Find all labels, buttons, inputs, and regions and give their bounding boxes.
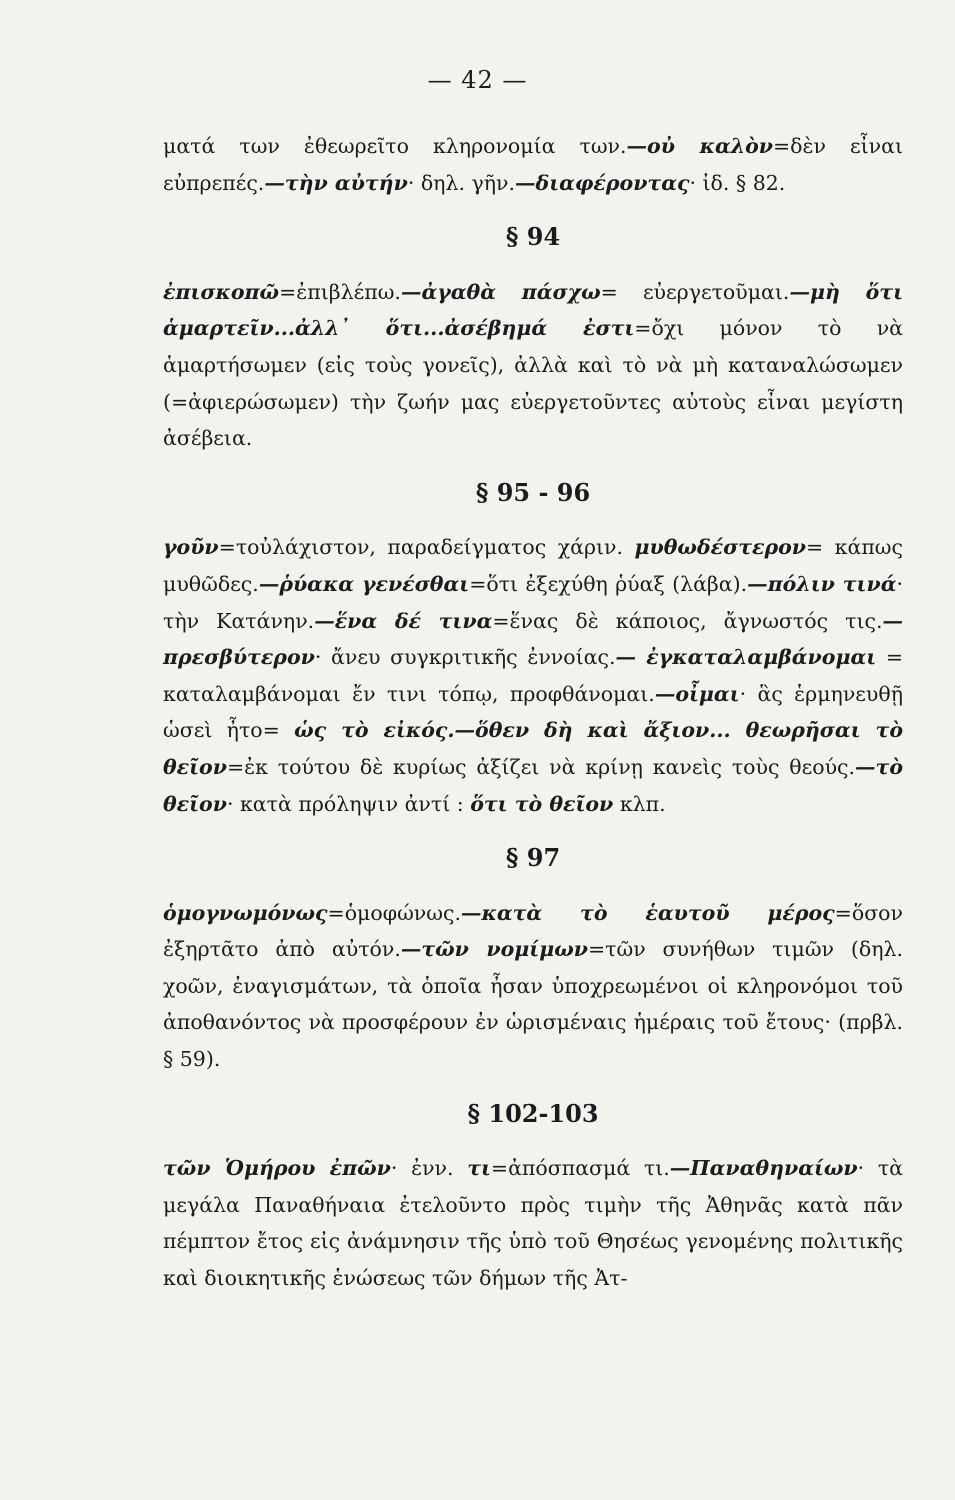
text-segment: · κατὰ πρόληψιν ἀντί : [226, 791, 471, 816]
glossary-term: —οἶμαι [654, 681, 740, 706]
glossary-term: —τῶν νομίμων [400, 937, 588, 962]
glossary-term: —ῥύακα γενέσθαι [258, 571, 470, 596]
text-segment: =δὲν εἶναι εὐπρεπές. [163, 134, 903, 195]
text-segment: = εὐεργετοῦμαι. [600, 279, 790, 304]
glossary-term: τῶν Ὁμήρου ἐπῶν [163, 1156, 391, 1181]
paragraph-102-103 [163, 1150, 903, 1296]
glossary-term: — ἐγκαταλαμβάνομαι [615, 645, 877, 670]
page-content [163, 128, 903, 1297]
glossary-term: —ὅθεν δὴ καὶ ἄξιον... θεωρῆσαι τὸ θεῖον [163, 718, 903, 779]
glossary-term: —πρεσβύτερον [163, 608, 904, 670]
text-segment: =ἀπόσπασμά τι. [490, 1156, 670, 1181]
glossary-term: —πόλιν τινά [747, 571, 897, 596]
text-segment: =ὄχι μόνον τὸ νὰ ἁμαρτήσωμεν (εἰς τοὺς γονεῖς), ἀλλὰ καὶ τὸ νὰ μὴ καταναλώσωμεν (=ἀφιερώσωμεν) τὴν ζωήν μας εὐεργετοῦντες αὐτοὺς εἶναι μεγίστη ἀσέβεια. [163, 316, 903, 451]
text-segment: =ἐπιβλέπω. [279, 279, 401, 304]
glossary-term: ὁμογνωμόνως [163, 900, 328, 925]
text-segment: · ἰδ. § 82. [689, 170, 786, 195]
glossary-term: —μὴ ὅτι ἁμαρτεῖν...ἀλλ᾽ ὅτι...ἀσέβημά ἐστι [163, 279, 903, 341]
text-segment: =ὅσον ἐξηρτᾶτο ἀπὸ αὐτόν. [163, 900, 903, 962]
page-number: — 42 — [427, 66, 528, 94]
text-segment: · ἄνευ συγκριτικῆς ἐννοίας. [314, 645, 616, 670]
glossary-term: —Παναθηναίων [669, 1156, 858, 1181]
section-heading-102-103: § 102-103 [467, 1098, 599, 1128]
section-heading-94: § 94 [505, 222, 561, 252]
glossary-term: —ἕνα δέ τινα [314, 608, 493, 633]
section-heading-95-96: § 95 - 96 [475, 477, 591, 507]
glossary-term: —οὐ καλὸν [626, 134, 773, 158]
glossary-term: τι [467, 1156, 491, 1181]
glossary-term: ὅτι τὸ θεῖον [470, 791, 614, 816]
text-segment: =ἐκ τούτου δὲ κυρίως ἀξίζει νὰ κρίνῃ κανεὶς τοὺς θεούς. [226, 754, 856, 779]
glossary-term: —τὸ θεῖον [163, 754, 903, 816]
text-segment: · τὴν Κατάνην. [163, 571, 904, 633]
text-segment: = καταλαμβάνομαι ἔν τινι τόπῳ, προφθάνομαι. [163, 645, 903, 706]
paragraph-95-96 [163, 529, 903, 822]
text-segment: =ὅτι ἐξεχύθη ῥύαξ (λάβα). [469, 571, 748, 596]
glossary-term: —κατὰ τὸ ἑαυτοῦ μέρος [460, 900, 835, 925]
text-segment: · δηλ. γῆν. [407, 170, 516, 195]
text-segment: · τὰ μεγάλα Παναθήναια ἐτελοῦντο πρὸς τιμὴν τῆς Ἀθηνᾶς κατὰ πᾶν πέμπτον ἔτος εἰς ἀνάμνησιν τῆς ὑπὸ τοῦ Θησέως γενομένης πολιτικῆς καὶ διοικητικῆς ἑνώσεως τῶν δήμων τῆς Ἀτ- [163, 1156, 904, 1291]
glossary-term: ὡς τὸ εἰκός. [294, 718, 455, 743]
text-segment: ματά των ἐθεωρεῖτο κληρονομία των. [163, 134, 627, 158]
glossary-term: μυθωδέστερον [634, 535, 806, 560]
text-segment: =τοὐλάχιστον, παραδείγματος χάριν. [218, 535, 635, 560]
text-segment: · ἃς ἑρμηνευθῇ ὡσεὶ ἦτο= [163, 681, 903, 743]
glossary-term: —ἀγαθὰ πάσχω [400, 279, 601, 304]
paragraph-97 [163, 895, 903, 1078]
text-segment: κλπ. [613, 791, 666, 816]
glossary-term: —τὴν αὐτήν [264, 170, 408, 195]
glossary-term: γοῦν [163, 535, 219, 560]
text-segment: · ἐνν. [390, 1156, 468, 1181]
paragraph-intro [163, 128, 903, 201]
section-heading-97: § 97 [505, 843, 561, 873]
paragraph-94 [163, 274, 903, 457]
text-segment: =ὁμοφώνως. [327, 900, 461, 925]
text-segment: = κάπως μυθῶδες. [163, 535, 903, 596]
glossary-term: ἐπισκοπῶ [163, 279, 280, 304]
text-segment: =ἕνας δὲ κάποιος, ἄγνωστός τις. [492, 608, 883, 633]
glossary-term: —διαφέροντας [515, 170, 690, 195]
text-segment: =τῶν συνήθων τιμῶν (δηλ. χοῶν, ἐναγισμάτων, τὰ ὁποῖα ἦσαν ὑποχρεωμένοι οἱ κληρονόμοι τοῦ ἀποθανόντος νὰ προσφέρουν ἐν ὡρισμέναις ἡμέραις τοῦ ἔτους· (πρβλ. § 59). [163, 937, 904, 1072]
